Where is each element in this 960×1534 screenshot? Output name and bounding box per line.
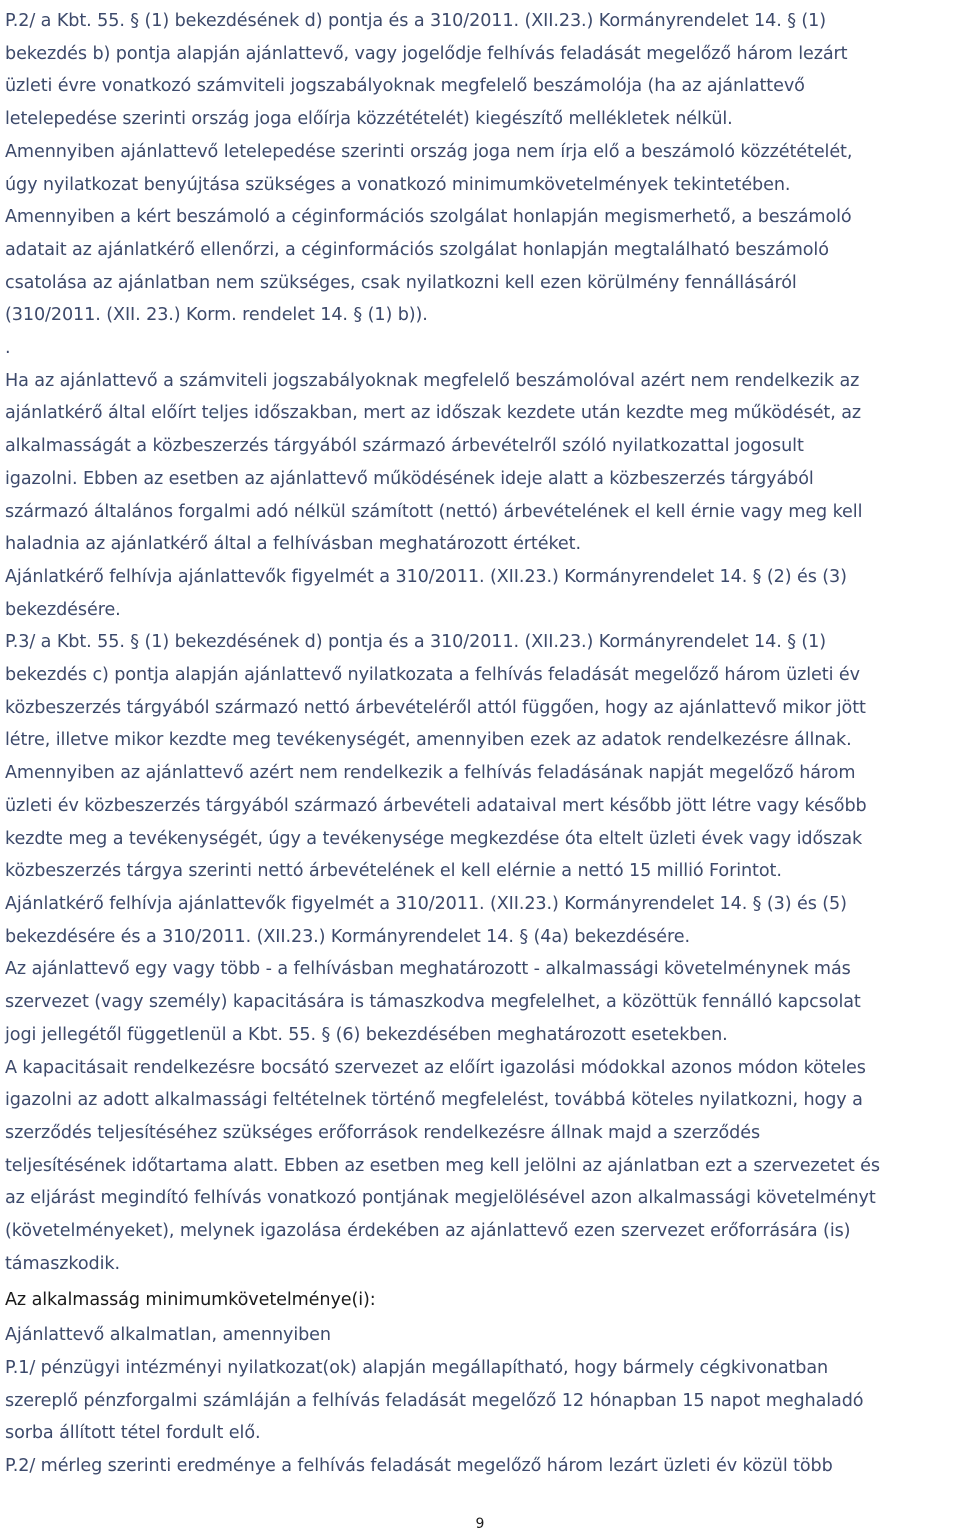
page-number: 9 — [475, 1516, 485, 1532]
paragraph-unsuitable-if: Ajánlattevő alkalmatlan, amennyiben — [5, 1325, 331, 1346]
paragraph-foreign-statement: Amennyiben ajánlattevő letelepedése szerinti ország joga nem írja elő a beszámoló közzétételét, úgy nyilatkozat benyújtása szükséges a vonatkozó minimumkövetelmények tekintetében. — [5, 141, 853, 195]
section-label-minimum-requirements: Az alkalmasság minimumkövetelménye(i): — [5, 1290, 376, 1311]
paragraph-company-info-service: Amennyiben a kért beszámoló a céginformációs szolgálat honlapján megismerhető, a beszámoló adatait az ajánlatkérő ellenőrzi, a céginformációs szolgálat honlapján megtalálható beszámoló csatolása az ajánlatban nem szükséges, csak nyilatkozni kell ezen körülmény fennállásáról (310/2011. (XII. 23.) Korm. rendelet 14. § (1) b)). — [5, 207, 852, 326]
paragraph-capacity-provider: A kapacitásait rendelkezésre bocsátó szervezet az előírt igazolási módokkal azonos módon köteles igazolni az adott alkalmassági feltételnek történő megfelelést, továbbá köteles nyilatkozni, hogy a szerződés teljesítéséhez szükséges erőforrások rendelkezésre állnak majd a szerződés teljesítésének időtartama alatt. Ebben az esetben meg kell jelölni az ajánlatban ezt a szervezetet és az eljárást megindító felhívás vonatkozó pontjának megjelölésével azon alkalmassági követelményt (követelményeket), melynek igazolása érdekében az ajánlattevő ezen szervezet erőforrására (is) támaszkodik. — [5, 1057, 880, 1274]
paragraph-p2-requirement: P.2/ a Kbt. 55. § (1) bekezdésének d) pontja és a 310/2011. (XII.23.) Kormányrendelet 14. § (1) bekezdés b) pontja alapján ajánlattevő, vagy jogelődje felhívás feladását megelőző három lezárt üzleti évre vonatkozó számviteli jogszabályoknak megfelelő beszámolója (ha az ajánlattevő letelepedése szerinti ország joga előírja közzétételét) kiegészítő mellékletek nélkül. — [5, 11, 848, 130]
paragraph-p2-minimum: P.2/ mérleg szerinti eredménye a felhívás feladását megelőző három lezárt üzleti év közül több — [5, 1455, 833, 1476]
paragraph-p1-minimum: P.1/ pénzügyi intézményi nyilatkozat(ok) alapján megállapítható, hogy bármely cégkivonatban szereplő pénzforgalmi számláján a felhívás feladását megelőző 12 hónapban 15 napot meghaladó sorba állított tétel fordult elő. — [5, 1357, 864, 1444]
paragraph-later-start: Amennyiben az ajánlattevő azért nem rendelkezik a felhívás feladásának napját megelőző három üzleti év közbeszerzés tárgyából származó árbevételi adataival mert később jött létre vagy később kezdte meg a tevékenységét, úgy a tevékenysége megkezdése óta eltelt üzleti évek vagy időszak közbeszerzés tárgya szerinti nettó árbevételének el kell elérnie a nettó 15 millió Forintot. — [5, 763, 867, 882]
paragraph-dot: . — [5, 338, 11, 359]
paragraph-no-full-period: Ha az ajánlattevő a számviteli jogszabályoknak megfelelő beszámolóval azért nem rendelkezik az ajánlatkérő által előírt teljes időszakban, mert az időszak kezdete után kezdte meg működését, az alkalmasságát a közbeszerzés tárgyából származó árbevételről szóló nyilatkozattal jogosult igazolni. Ebben az esetben az ajánlattevő működésének ideje alatt a közbeszerzés tárgyából származó általános forgalmi adó nélkül számított (nettó) árbevételének el kell érnie vagy meg kell haladnia az ajánlatkérő által a felhívásban meghatározott értéket. — [5, 370, 863, 555]
paragraph-attention-3-5: Ajánlatkérő felhívja ajánlattevők figyelmét a 310/2011. (XII.23.) Kormányrendelet 14. § (3) és (5) bekezdésére és a 310/2011. (XII.23.) Kormányrendelet 14. § (4a) bekezdésére. — [5, 893, 847, 947]
paragraph-attention-2-3: Ajánlatkérő felhívja ajánlattevők figyelmét a 310/2011. (XII.23.) Kormányrendelet 14. § (2) és (3) bekezdésére. — [5, 566, 847, 620]
paragraph-capacity-reliance: Az ajánlattevő egy vagy több - a felhívásban meghatározott - alkalmassági követelménynek más szervezet (vagy személy) kapacitására is támaszkodva megfelelhet, a közöttük fennálló kapcsolat jogi jellegétől függetlenül a Kbt. 55. § (6) bekezdésében meghatározott esetekben. — [5, 959, 861, 1045]
document-page — [5, 5, 957, 1483]
paragraph-p3-requirement: P.3/ a Kbt. 55. § (1) bekezdésének d) pontja és a 310/2011. (XII.23.) Kormányrendelet 14. § (1) bekezdés c) pontja alapján ajánlattevő nyilatkozata a felhívás feladását megelőző három üzleti év közbeszerzés tárgyából származó nettó árbevételéről attól függően, hogy az ajánlattevő mikor jött létre, illetve mikor kezdte meg tevékenységét, amennyiben ezek az adatok rendelkezésre állnak. — [5, 632, 866, 751]
